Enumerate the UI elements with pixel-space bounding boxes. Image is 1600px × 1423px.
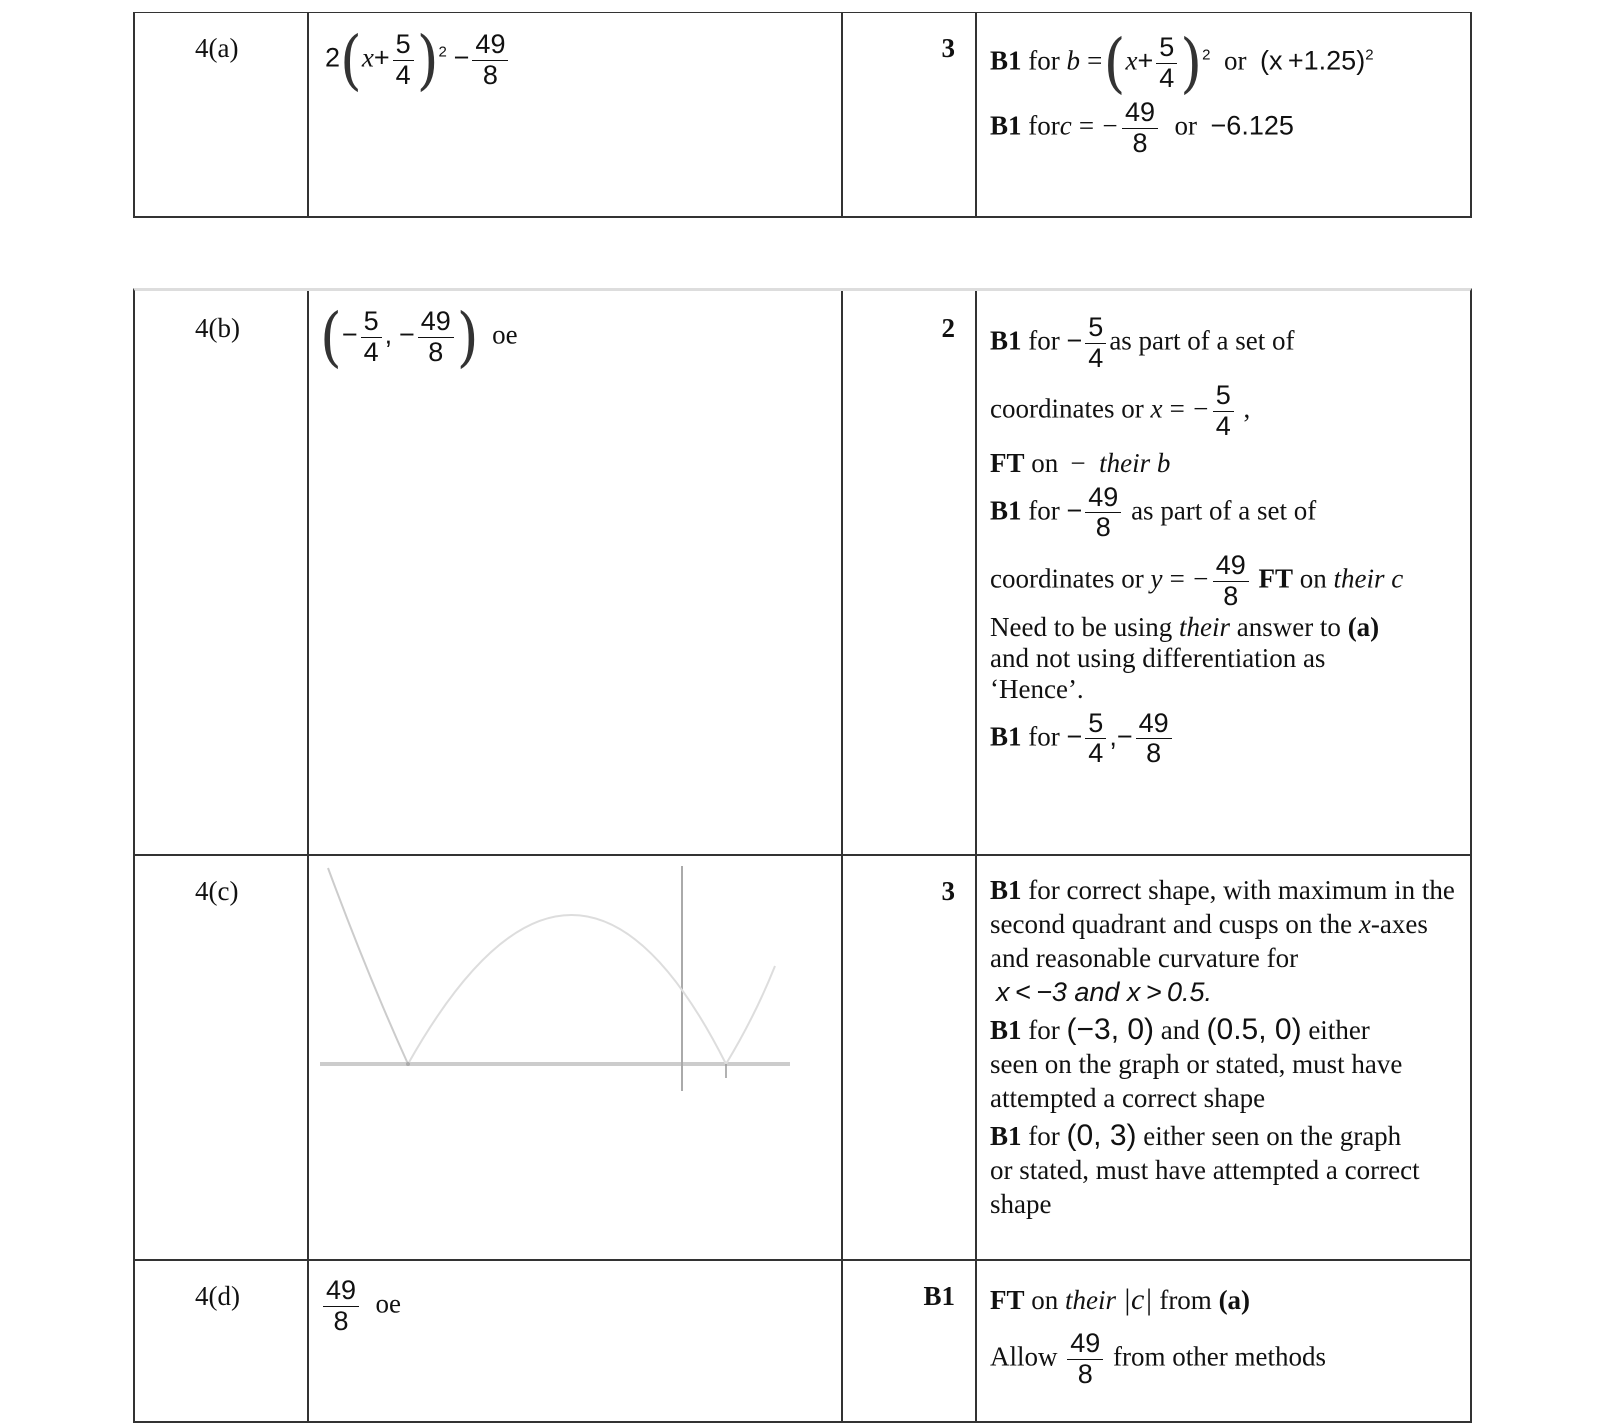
curve-left-branch [328,868,408,1064]
guidance-notes: B1 for correct shape, with maximum in the second quadrant and cusps on the x-axes and reasonable curvature for x < −3 and x > 0.5. B1 for (−3, 0) and (0.5, 0) either seen on the graph or stated, must have attempted a correct shape B1 for (0, 3) either seen on the graph or stated, must have attempted a correct shape [990,875,1455,1219]
mark-scheme-table-a [133,12,1472,218]
answer-expression: 2(x+ $\frac{5}{4}$ )$^2$ − $\frac{49}{8}$ [325,28,511,93]
question-label: 4(c) [195,876,239,906]
column-divider [307,291,309,1421]
row-divider [135,854,1470,856]
guidance-notes: FT on their |c| from (a) Allow $\frac{49}{8}$ from other methods [990,1283,1327,1389]
modulus-quadratic-sketch [320,866,800,1106]
guidance-notes: B1 for − $\frac{5}{4}$ as part of a set of coordinates or x = − $\frac{5}{4}$ , FT on − their b B1 for − $\frac{49}{8}$ as part of a set of coordinates or y = − $\frac{49}{8}$ FT on their c Need to be using their answer to (a) and not using differentiation as ‘Hence’. B1 for − $\frac{5}{4}$ ,− $\frac{49}{8}$ [990,312,1404,769]
column-divider [307,13,309,216]
column-divider [841,291,843,1421]
curve-right-branch [726,966,775,1064]
answer-fraction: $\frac{49}{8}$ oe [320,1276,401,1336]
question-label: 4(d) [195,1281,240,1311]
row-divider [135,1259,1470,1261]
answer-coordinates: (− $\frac{5}{4}$ , − $\frac{49}{8}$ ) oe [320,300,518,375]
sketch-graph [320,866,800,1106]
question-label: 4(b) [195,313,240,343]
marks-value: B1 [923,1281,955,1311]
marks-value: 2 [941,313,955,343]
column-divider [975,13,977,216]
cusp-point [406,1062,410,1066]
marks-value: 3 [941,33,955,63]
question-label: 4(a) [195,33,239,63]
column-divider [975,291,977,1421]
guidance-notes: B1 for b =(x+ $\frac{5}{4}$ )$^2$ or $(x +1.25)^2$ B1 forc = − $\frac{49}{8}$ or −6.125 [990,26,1374,158]
mark-scheme-table-bcd [133,288,1472,1423]
curve-middle-arch [408,915,726,1064]
marks-value: 3 [941,876,955,906]
